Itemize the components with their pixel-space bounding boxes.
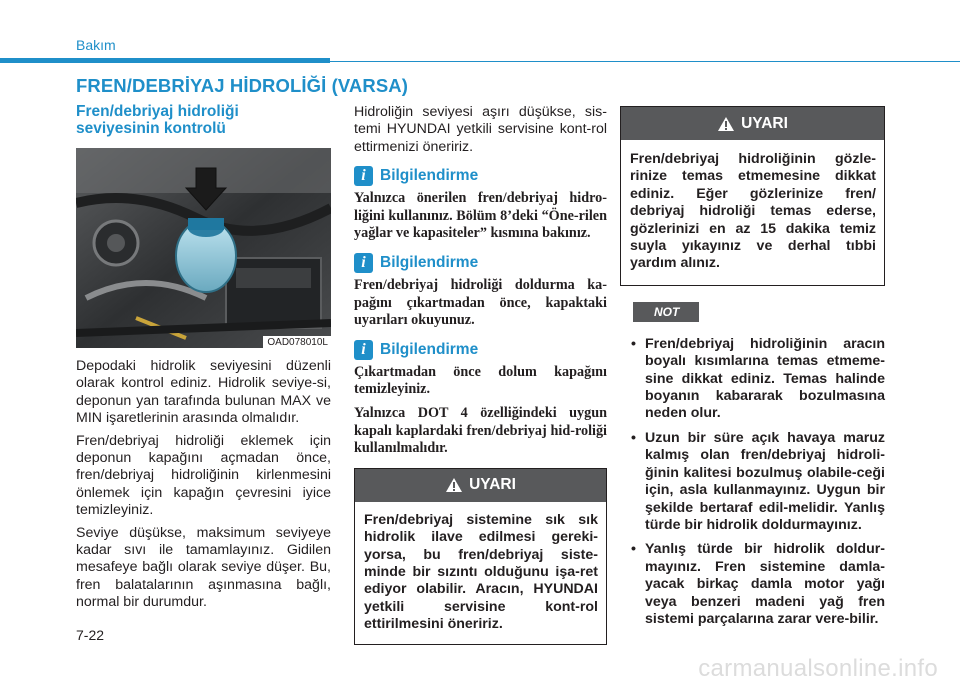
info-text: Yalnızca DOT 4 özelliğindeki uygun kapalı kaplardaki fren/debriyaj hid-roliği kullanılmalıdır. — [354, 404, 607, 457]
info-block — [354, 166, 607, 243]
note-list — [620, 336, 885, 629]
info-title: Bilgilendirme — [380, 254, 479, 271]
page-number: 7-22 — [76, 627, 105, 643]
warning-title: UYARI — [469, 476, 516, 494]
paragraph: Fren/debriyaj hidroliği eklemek için deponun kapağını açmadan önce, fren/debriyaj hidroliğinin kirlenmesini önlemek için kapağın çevresini iyice temizleyiniz. — [76, 432, 331, 519]
warning-header — [621, 107, 884, 140]
warning-header — [355, 469, 606, 502]
info-icon: i — [354, 340, 373, 360]
paragraph: Seviye düşükse, maksimum seviyeye kadar sıvı ile tamamlayınız. Gidilen mesafeye bağlı olarak seviye düşer. Bu, fren balatalarının aşınmasına bağlı, normal bir durumdur. — [76, 524, 331, 611]
left-column — [76, 103, 331, 617]
photo-caption: OAD078010L — [263, 336, 331, 348]
warning-text: Fren/debriyaj hidroliğinin gözle-rinize temas etmemesine dikkat ediniz. Eğer gözlerinize fren/ debriyaj hidroliği temas ederse, gözlerinizi en az 15 dakika temiz suyla yıkayınız ve derhal tıbbi yardım alınız. — [630, 151, 876, 272]
chapter-title: FREN/DEBRİYAJ HİDROLİĞİ (VARSA) — [76, 75, 409, 96]
note-item: • Fren/debriyaj hidroliğinin aracın boyalı kısımlarına temas etmeme-sine dikkat ediniz. Temas halinde boyanın kabararak bozulmasına neden olur. — [620, 336, 885, 423]
info-block — [354, 340, 607, 458]
warning-text: Fren/debriyaj sistemine sık sık hidrolik ilave edilmesi gereki-yorsa, bu fren/debriyaj siste-minde bir sızıntı olduğunu işa-ret ediyor olabilir. Aracın, HYUNDAI yetkili servisine kont-rol ettirilmesini öneririz. — [364, 511, 598, 633]
paragraph: Depodaki hidrolik seviyesini düzenli olarak kontrol ediniz. Hidrolik seviye-si, deponun yan tarafında bulunan MAX ve MIN işaretlerinin arasında olmalıdır. — [76, 358, 331, 427]
subsection-title — [76, 103, 331, 137]
note-badge: NOT — [633, 302, 699, 322]
watermark: carmanualsonline.info — [698, 655, 938, 682]
middle-column — [354, 104, 607, 645]
info-text: Fren/debriyaj hidroliği doldurma ka-pağını çıkartmadan önce, kapaktaki uyarıları okuyunuz. — [354, 277, 607, 329]
note-item: • Yanlış türde bir hidrolik doldur-mayınız. Fren sistemine damla-yacak birkaç damla motor yağı veya benzeri madeni yağ fren sistemi parçalarına zarar vere-bilir. — [620, 541, 885, 628]
intro-paragraph: Hidroliğin seviyesi aşırı düşükse, sis-temi HYUNDAI yetkili servisine kont-rol ettirmenizi öneririz. — [354, 104, 607, 155]
warning-triangle-icon — [445, 477, 463, 493]
warning-box — [354, 468, 607, 645]
info-title: Bilgilendirme — [380, 167, 479, 185]
warning-triangle-icon — [717, 116, 735, 132]
engine-bay-photo — [76, 148, 331, 348]
subsection-title-line1: Fren/debriyaj hidroliği — [76, 103, 239, 120]
info-text: Çıkartmadan önce dolum kapağını temizleyiniz. — [354, 363, 607, 398]
header-rule-thin — [330, 61, 960, 62]
info-title: Bilgilendirme — [380, 340, 479, 358]
info-text: Yalnızca önerilen fren/debriyaj hidro-liğini kullanınız. Bölüm 8’deki “Öne-rilen yağlar ve kapasiteler” kısmına bakınız. — [354, 190, 607, 242]
header-rule-thick — [0, 58, 330, 63]
info-block — [354, 253, 607, 330]
engine-bay-illustration — [76, 148, 331, 348]
section-label: Bakım — [76, 37, 116, 53]
right-column — [620, 106, 885, 635]
info-icon: i — [354, 253, 373, 273]
warning-title: UYARI — [741, 114, 788, 132]
note-item: • Uzun bir süre açık havaya maruz kalmış olan fren/debriyaj hidroli-ğinin kalitesi bozulmuş olabile-ceği için, asla kullanmayınız. Uygun bir şekilde bertaraf edil-melidir. Yanlış türde bir hidrolik doldurmayınız. — [620, 430, 885, 534]
subsection-title-line2: seviyesinin kontrolü — [76, 120, 226, 137]
info-icon: i — [354, 166, 373, 186]
warning-box — [620, 106, 885, 286]
